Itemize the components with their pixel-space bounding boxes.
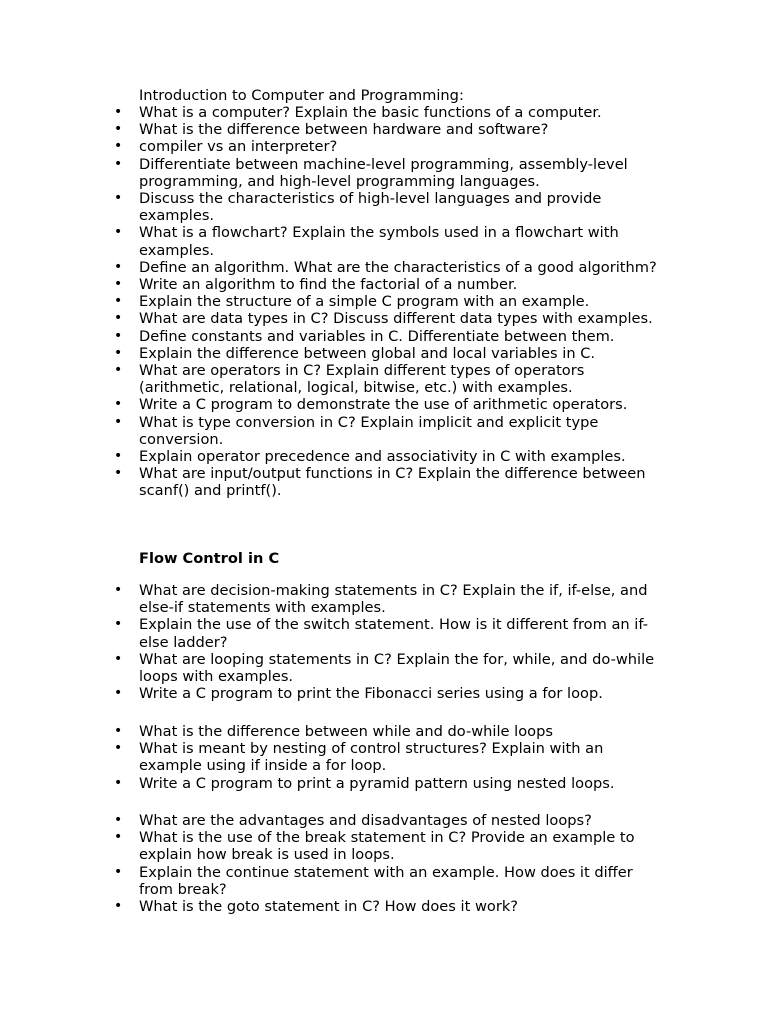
bullet: • — [114, 362, 123, 379]
list-item — [0, 345, 669, 362]
flow-control-question-list-2 — [0, 723, 768, 792]
list-item-text: What is a flowchart? Explain the symbols used in a flowchart with examples. — [139, 224, 619, 259]
list-item-text: What are data types in C? Discuss different data types with examples. — [139, 310, 653, 328]
list-item-text: What is meant by nesting of control structures? Explain with an example using if inside a for loop. — [139, 740, 604, 775]
list-item-text: Define constants and variables in C. Differentiate between them. — [139, 327, 615, 345]
list-item-text: What is the difference between hardware and software? — [139, 121, 549, 139]
list-item-text: What is the difference between while and do-while loops — [139, 723, 553, 740]
list-item — [0, 396, 669, 413]
list-item — [0, 138, 669, 155]
list-item — [0, 310, 669, 327]
list-item-text: What are input/output functions in C? Explain the difference between scanf() and printf(). — [139, 465, 646, 500]
bullet: • — [114, 327, 123, 344]
list-item-text: Explain the structure of a simple C program with an example. — [139, 293, 590, 311]
list-item-text: Write a C program to print a pyramid pattern using nested loops. — [139, 774, 615, 792]
flow-control-question-list-3 — [0, 812, 768, 915]
bullet: • — [114, 276, 123, 293]
bullet: • — [114, 685, 123, 702]
flow-control-question-list-1 — [0, 582, 768, 702]
bullet: • — [114, 293, 123, 310]
list-item-text: What is the use of the break statement in C? Provide an example to explain how break is used in loops. — [139, 829, 635, 864]
list-item — [0, 812, 669, 829]
list-item-text: What are operators in C? Explain different types of operators (arithmetic, relational, logical, bitwise, etc.) with examples. — [139, 362, 585, 397]
list-item-text: What is a computer? Explain the basic functions of a computer. — [139, 104, 602, 121]
list-item — [0, 328, 669, 345]
list-item — [0, 156, 669, 190]
bullet: • — [114, 863, 123, 880]
list-item — [0, 864, 669, 898]
list-item-text: What are decision-making statements in C? Explain the if, if-else, and else-if statements with examples. — [139, 582, 648, 617]
bullet: • — [114, 155, 123, 172]
intro-question-list — [0, 104, 768, 500]
list-item — [0, 582, 669, 616]
list-item — [0, 276, 669, 293]
list-item — [0, 414, 669, 448]
bullet: • — [114, 582, 123, 598]
list-item-text: Write a C program to print the Fibonacci series using a for loop. — [139, 685, 603, 703]
bullet: • — [114, 616, 123, 633]
bullet: • — [114, 344, 123, 361]
list-item — [0, 190, 669, 224]
bullet: • — [114, 310, 123, 327]
list-item — [0, 685, 669, 702]
list-item-text: Define an algorithm. What are the characteristics of a good algorithm? — [139, 258, 657, 276]
bullet: • — [114, 224, 123, 241]
list-item — [0, 104, 669, 121]
list-item-text: Explain operator precedence and associativity in C with examples. — [139, 448, 626, 466]
bullet: • — [114, 138, 123, 155]
list-item-text: What is the goto statement in C? How does it work? — [139, 898, 519, 916]
list-item — [0, 616, 669, 650]
list-item-text: What are the advantages and disadvantages of nested loops? — [139, 812, 592, 829]
bullet: • — [114, 740, 123, 757]
section-heading-flow-control: Flow Control in C — [139, 550, 280, 567]
bullet: • — [114, 898, 123, 915]
list-item — [0, 448, 669, 465]
list-item-text: Write a C program to demonstrate the use of arithmetic operators. — [139, 396, 628, 414]
list-item — [0, 740, 669, 774]
list-item — [0, 362, 669, 396]
list-item-text: compiler vs an interpreter? — [139, 138, 338, 156]
bullet: • — [114, 413, 123, 430]
bullet: • — [114, 465, 123, 482]
list-item — [0, 121, 669, 138]
list-item-text: Explain the difference between global and local variables in C. — [139, 344, 596, 362]
list-item — [0, 775, 669, 792]
bullet: • — [114, 448, 123, 465]
bullet: • — [114, 650, 123, 667]
bullet: • — [114, 190, 123, 207]
list-item — [0, 259, 669, 276]
list-item — [0, 651, 669, 685]
list-item-text: Explain the use of the switch statement. How is it different from an if-else ladder? — [139, 616, 648, 651]
bullet: • — [114, 258, 123, 275]
list-item — [0, 224, 669, 258]
list-item-text: What is type conversion in C? Explain implicit and explicit type conversion. — [139, 413, 599, 448]
section-heading-intro: Introduction to Computer and Programming: — [139, 87, 464, 104]
list-item-text: Write an algorithm to find the factorial of a number. — [139, 276, 518, 294]
bullet: • — [114, 774, 123, 791]
list-item — [0, 898, 669, 915]
list-item-text: Explain the continue statement with an example. How does it differ from break? — [139, 863, 633, 898]
bullet: • — [114, 104, 123, 120]
list-item-text: Discuss the characteristics of high-level languages and provide examples. — [139, 190, 602, 225]
list-item — [0, 723, 669, 740]
list-item-text: Differentiate between machine-level programming, assembly-level programming, and high-level programming languages. — [139, 155, 628, 190]
list-item — [0, 293, 669, 310]
bullet: • — [114, 396, 123, 413]
bullet: • — [114, 829, 123, 846]
list-item — [0, 465, 669, 499]
list-item-text: What are looping statements in C? Explain the for, while, and do-while loops with examples. — [139, 650, 655, 686]
bullet: • — [114, 723, 123, 739]
list-item — [0, 829, 669, 863]
bullet: • — [114, 121, 123, 138]
bullet: • — [114, 812, 123, 828]
